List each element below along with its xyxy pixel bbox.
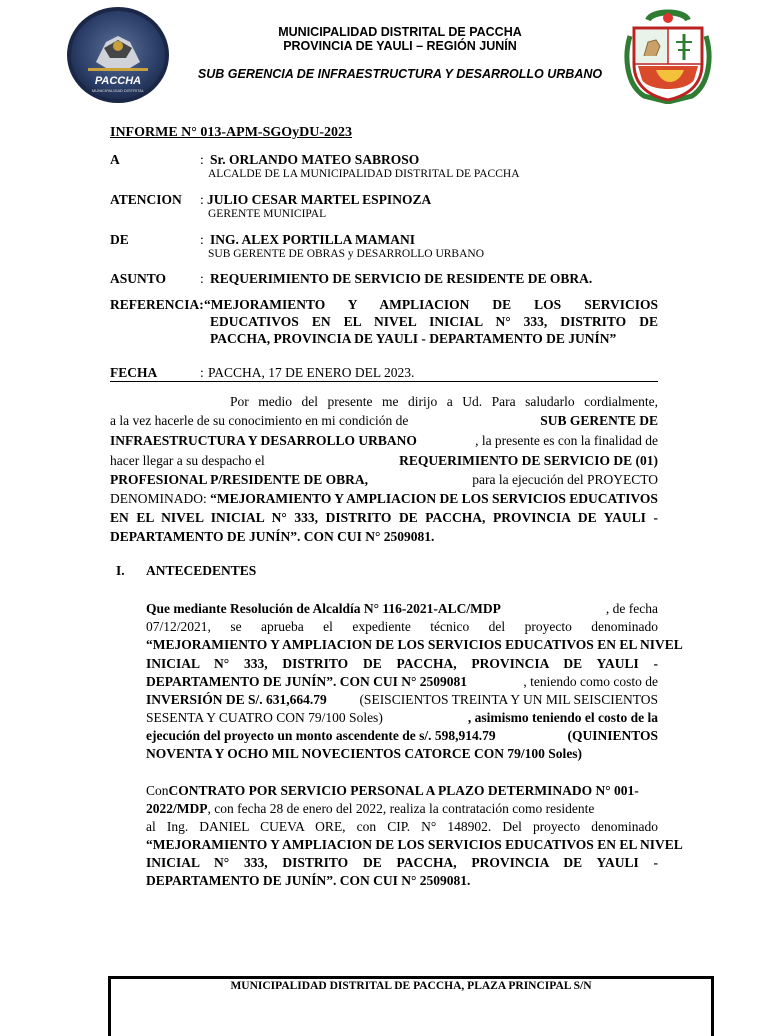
section-number: I. [116, 563, 125, 578]
intro-line-1: Por medio del presente me dirijo a Ud. Para saludarlo cordialmente, [230, 394, 658, 409]
body-text: , con fecha 28 de enero del 2022, realiza la contratación como residente [207, 801, 595, 816]
recipient-name: Sr. ORLANDO MATEO SABROSO [210, 152, 420, 167]
reference-line-1: “MEJORAMIENTO Y AMPLIACION DE LOS SERVICIOS [204, 297, 658, 312]
recipient-role: ALCALDE DE LA MUNICIPALIDAD DISTRITAL DE PACCHA [208, 168, 520, 180]
municipal-logo [66, 6, 170, 104]
intro-text: hacer llegar a su despacho el [110, 453, 265, 468]
antecedente-2-line-4: “MEJORAMIENTO Y AMPLIACION DE LOS SERVICIOS EDUCATIVOS EN EL NIVEL [146, 837, 683, 852]
subject-text: REQUERIMIENTO DE SERVICIO DE RESIDENTE DE OBRA. [210, 271, 593, 286]
intro-text: , la presente es con la finalidad de [475, 433, 658, 448]
body-emphasis: (QUINIENTOS [567, 728, 658, 743]
body-emphasis: , asimismo teniendo el costo de la [467, 710, 658, 725]
body-text: SESENTA Y CUATRO CON 79/100 Soles) [146, 710, 383, 725]
header-subgerencia: SUB GERENCIA DE INFRAESTRUCTURA Y DESARROLLO URBANO [197, 67, 603, 81]
colon: : [200, 271, 204, 286]
label-fecha: FECHA [110, 365, 158, 380]
label-a: A [110, 152, 120, 167]
intro-emphasis: SUB GERENTE DE [540, 413, 658, 428]
antecedente-2-line-2 [146, 800, 658, 817]
colon: : [200, 192, 204, 207]
intro-emphasis: REQUERIMIENTO DE SERVICIO DE (01) [399, 453, 658, 468]
antecedente-1-line-6 [146, 691, 658, 708]
antecedente-1-line-1 [146, 600, 658, 617]
intro-line-3 [110, 432, 658, 449]
header-municipality: MUNICIPALIDAD DISTRITAL DE PACCHA [278, 25, 522, 39]
body-text: (SEISCIENTOS TREINTA Y UN MIL SEISCIENTOS [359, 692, 658, 707]
intro-text: para la ejecución del PROYECTO [472, 472, 658, 487]
antecedente-1-line-9: NOVENTA Y OCHO MIL NOVECIENTOS CATORCE CON 79/100 Soles) [146, 746, 583, 761]
antecedente-1-line-7 [146, 709, 658, 726]
intro-emphasis: “MEJORAMIENTO Y AMPLIACION DE LOS SERVICIOS EDUCATIVOS [210, 491, 658, 506]
antecedente-1-line-2: 07/12/2021, se aprueba el expediente técnico del proyecto denominado [146, 619, 658, 634]
reference-line-2: EDUCATIVOS EN EL NIVEL INICIAL N° 333, DISTRITO DE [210, 314, 658, 329]
section-title: ANTECEDENTES [146, 563, 257, 578]
antecedente-1-line-8 [146, 727, 658, 744]
antecedente-2-line-5: INICIAL N° 333, DISTRITO DE PACCHA, PROVINCIA DE YAULI - [146, 855, 658, 870]
intro-line-8: DEPARTAMENTO DE JUNÍN”. CON CUI N° 2509081. [110, 529, 435, 544]
intro-text: a la vez hacerle de su conocimiento en mi condición de [110, 413, 409, 428]
body-emphasis: DEPARTAMENTO DE JUNÍN”. CON CUI N° 2509081 [146, 674, 468, 689]
attention-name: JULIO CESAR MARTEL ESPINOZA [207, 192, 432, 207]
body-text: , de fecha [605, 601, 658, 616]
intro-line-2 [110, 412, 658, 429]
intro-emphasis: PROFESIONAL P/RESIDENTE DE OBRA, [110, 472, 369, 487]
date-text: PACCHA, 17 DE ENERO DEL 2023. [208, 365, 415, 380]
antecedente-1-line-3: “MEJORAMIENTO Y AMPLIACION DE LOS SERVICIOS EDUCATIVOS EN EL NIVEL [146, 637, 683, 652]
footer-address: MUNICIPALIDAD DISTRITAL DE PACCHA, PLAZA PRINCIPAL S/N [230, 980, 592, 992]
intro-line-7: EN EL NIVEL INICIAL N° 333, DISTRITO DE PACCHA, PROVINCIA DE YAULI - [110, 510, 658, 525]
body-text: , teniendo como costo de [523, 674, 658, 689]
intro-text: DENOMINADO: [110, 491, 211, 506]
peru-coat-of-arms [622, 6, 714, 104]
svg-text:PACCHA: PACCHA [94, 75, 142, 87]
sender-name: ING. ALEX PORTILLA MAMANI [210, 232, 416, 247]
sender-role: SUB GERENTE DE OBRAS y DESARROLLO URBANO [208, 248, 485, 260]
svg-text:MUNICIPALIDAD DISTRITAL: MUNICIPALIDAD DISTRITAL [91, 88, 145, 93]
antecedente-1-line-5 [146, 673, 658, 690]
intro-line-4 [110, 452, 658, 469]
reference-line-3: PACCHA, PROVINCIA DE YAULI - DEPARTAMENTO DE JUNÍN” [210, 331, 617, 346]
colon: : [200, 365, 204, 380]
intro-line-6 [110, 490, 658, 507]
intro-emphasis: INFRAESTRUCTURA Y DESARROLLO URBANO [110, 433, 417, 448]
label-referencia: REFERENCIA: [110, 297, 204, 312]
colon: : [200, 152, 204, 167]
colon: : [200, 232, 204, 247]
label-de: DE [110, 232, 129, 247]
contract-ref: 2022/MDP [146, 801, 208, 816]
contract-ref: CONTRATO POR SERVICIO PERSONAL A PLAZO DETERMINADO N° 001- [168, 783, 639, 798]
label-asunto: ASUNTO [110, 271, 167, 286]
antecedente-1-line-4: INICIAL N° 333, DISTRITO DE PACCHA, PROVINCIA DE YAULI - [146, 656, 658, 671]
header-province: PROVINCIA DE YAULI – REGIÓN JUNÍN [283, 39, 517, 53]
body-text: Con [146, 783, 169, 798]
body-emphasis: ejecución del proyecto un monto ascendente de s/. 598,914.79 [146, 728, 496, 743]
intro-line-5 [110, 471, 658, 488]
resolution-ref: Que mediante Resolución de Alcaldía N° 116-2021-ALC/MDP [146, 601, 501, 616]
antecedente-2-line-6: DEPARTAMENTO DE JUNÍN”. CON CUI N° 2509081. [146, 873, 471, 888]
antecedente-2-line-1 [146, 782, 658, 799]
attention-role: GERENTE MUNICIPAL [208, 208, 327, 220]
antecedente-2-line-3: al Ing. DANIEL CUEVA ORE, con CIP. N° 148902. Del proyecto denominado [146, 819, 658, 834]
divider [110, 381, 658, 382]
body-emphasis: INVERSIÓN DE S/. 631,664.79 [146, 692, 327, 707]
label-atencion: ATENCION [110, 192, 182, 207]
report-title: INFORME N° 013-APM-SGOyDU-2023 [110, 125, 353, 140]
